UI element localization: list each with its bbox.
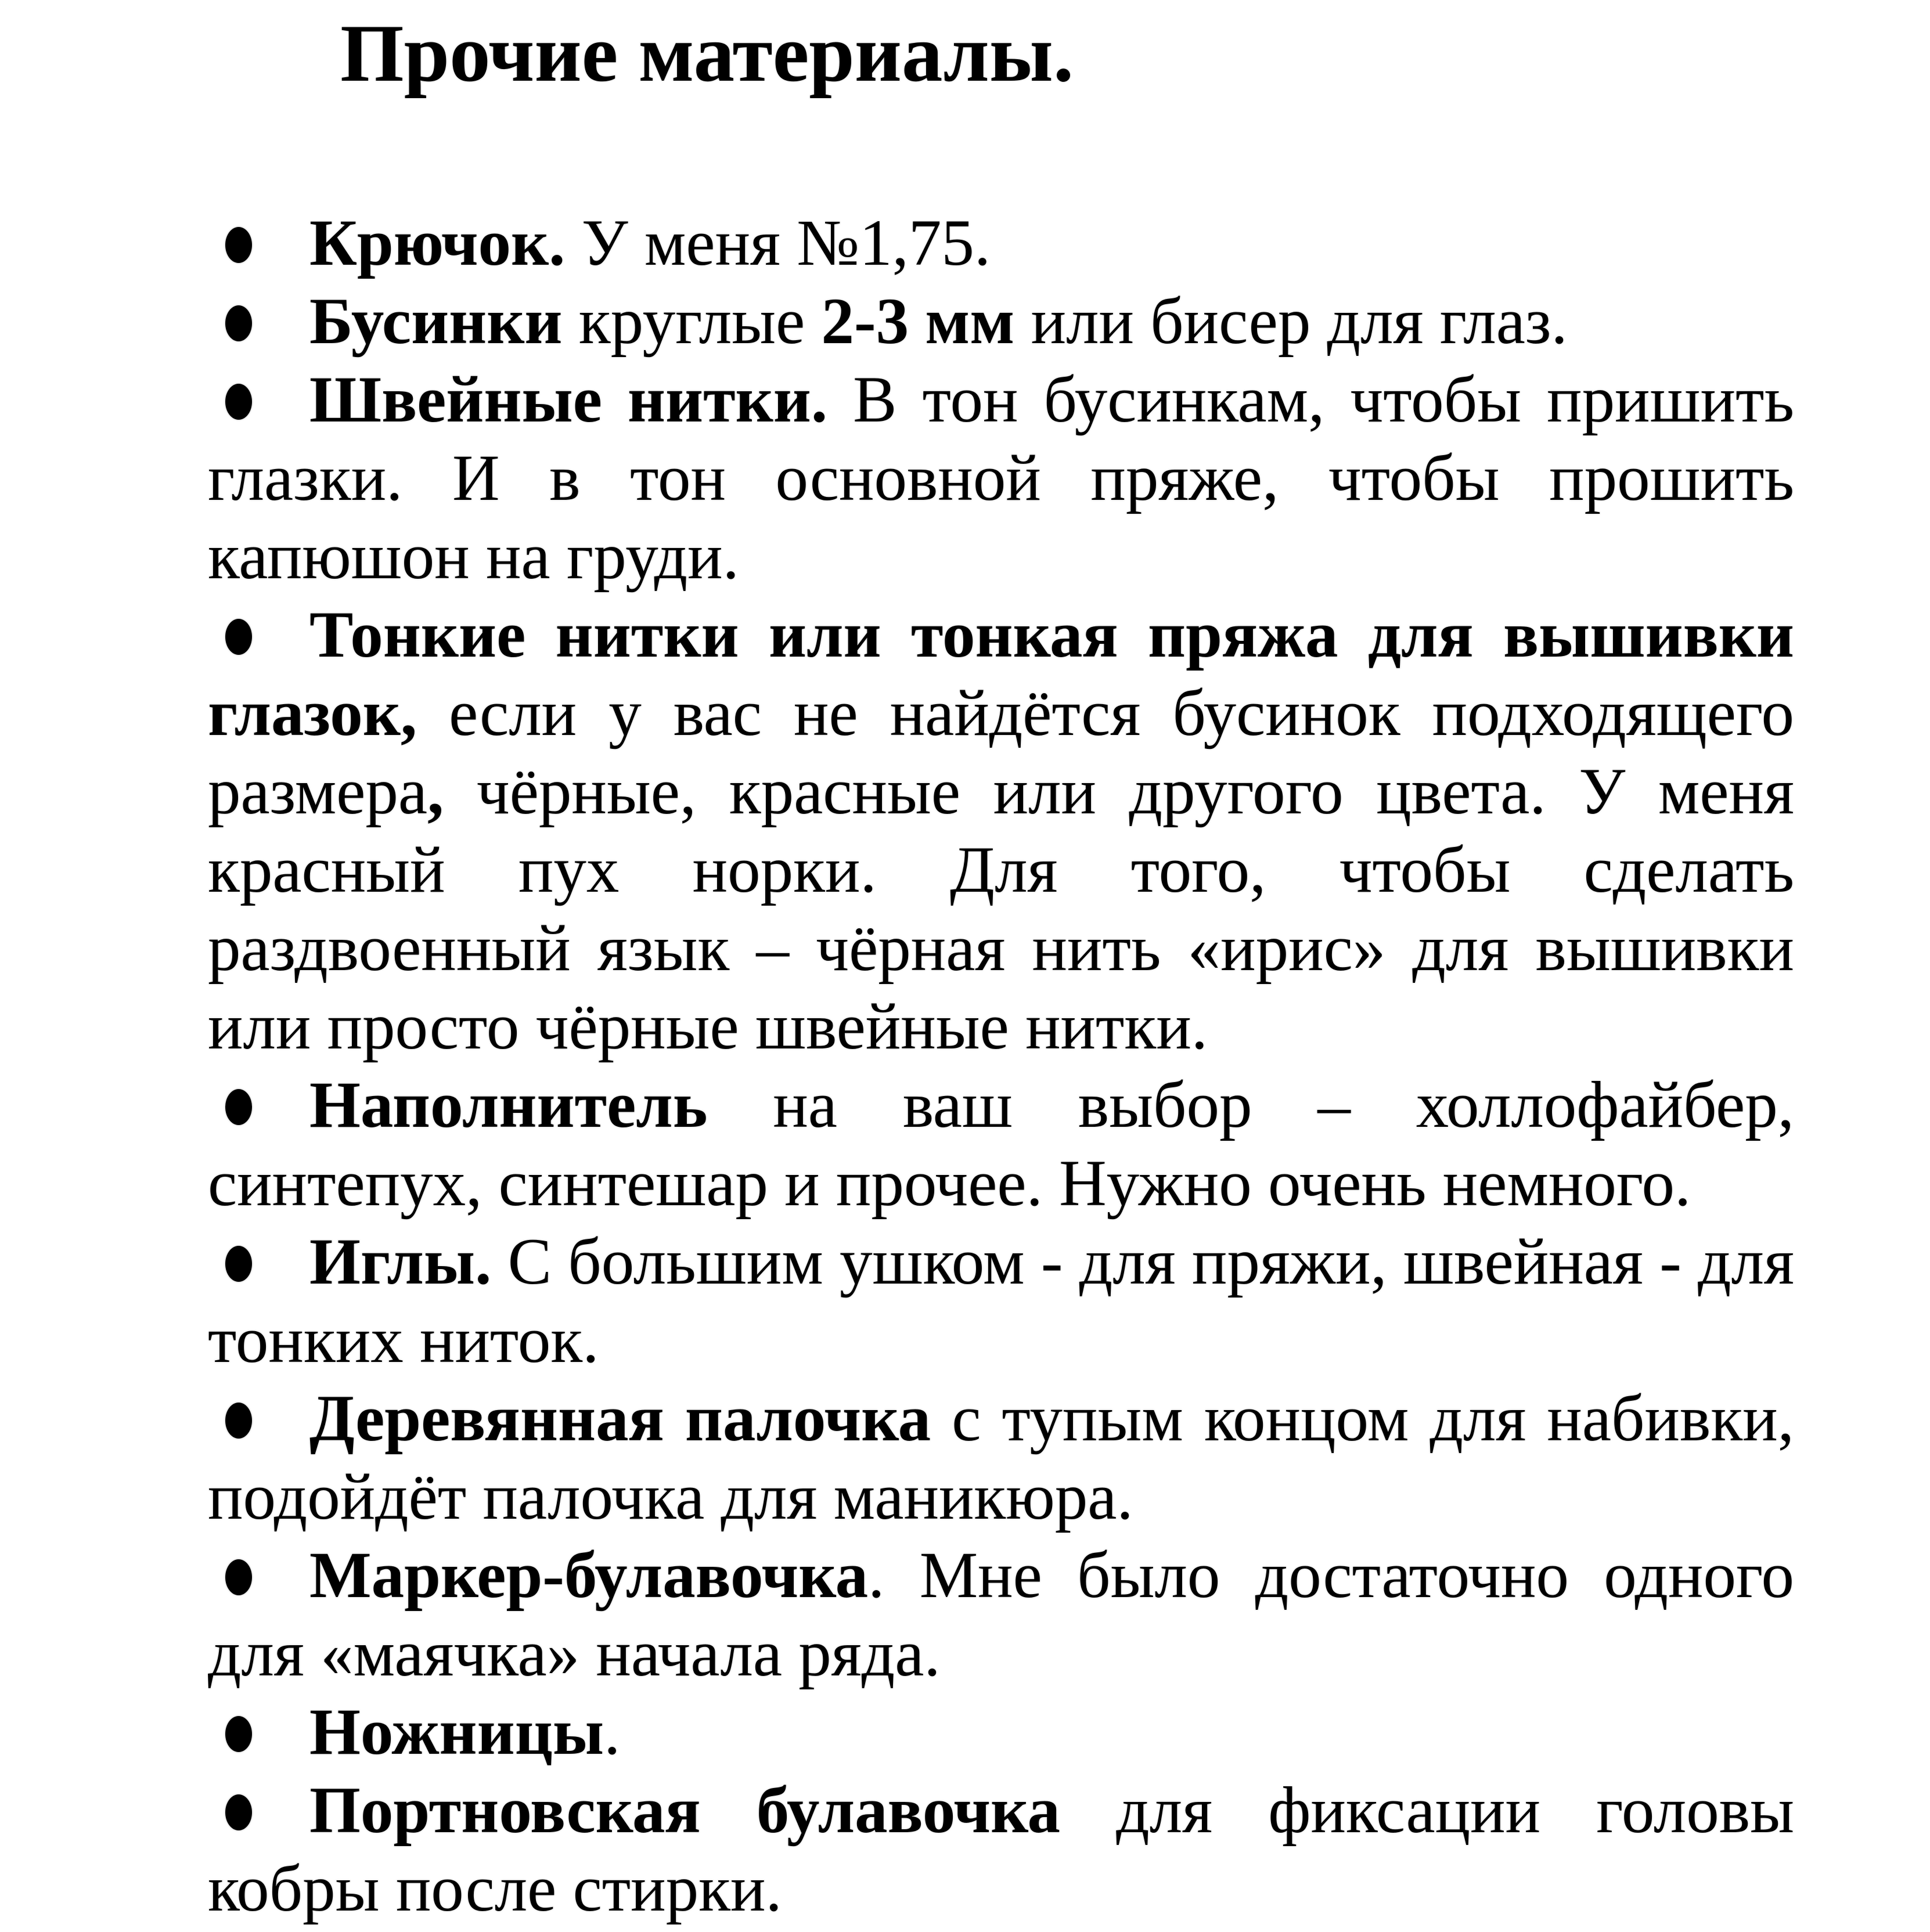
text-run: Тонкие нитки или тонкая пряжа для вышивки <box>309 599 1794 672</box>
text-run: Ножницы <box>309 1696 604 1769</box>
text-line <box>208 1614 1794 1693</box>
bullet-icon <box>225 1794 252 1830</box>
text-run: В тон бусинкам, чтобы пришить <box>827 363 1794 437</box>
text-line <box>208 909 1794 987</box>
list-item <box>208 1066 1794 1223</box>
list-item <box>208 1771 1794 1928</box>
text-run: Швейные нитки. <box>309 363 828 437</box>
bullet-icon <box>225 227 252 263</box>
list-item <box>208 204 1794 282</box>
text-run: кобры после стирки. <box>208 1852 782 1926</box>
text-run: Маркер-булавочка <box>309 1539 869 1612</box>
text-run: , <box>427 755 444 828</box>
list-item <box>208 1693 1794 1771</box>
text-run: Иглы. <box>309 1225 492 1299</box>
text-line <box>208 517 1794 596</box>
text-run: на ваш выбор – холлофайбер, <box>707 1069 1794 1142</box>
text-run: 2-3 мм <box>821 285 1015 358</box>
text-line <box>208 1301 1794 1379</box>
text-run: красный пух норки. Для того, чтобы сделать <box>208 834 1794 907</box>
list-item <box>208 1536 1794 1693</box>
bullet-icon <box>225 1246 252 1282</box>
text-line <box>208 1379 1794 1458</box>
text-run: круглые <box>562 285 822 358</box>
list-item <box>208 282 1794 361</box>
text-line <box>208 1066 1794 1144</box>
text-run: Деревянная палочка <box>309 1382 931 1455</box>
text-run: для «маячка» начала ряда. <box>208 1617 941 1690</box>
text-line <box>208 1458 1794 1536</box>
text-run: подойдёт палочка для маникюра. <box>208 1461 1133 1534</box>
text-run: капюшон на груди. <box>208 520 739 593</box>
text-run: если у вас не найдётся бусинок подходящего <box>417 677 1794 750</box>
materials-list <box>0 204 1930 1928</box>
text-run: или просто чёрные швейные нитки. <box>208 990 1208 1064</box>
text-line <box>208 987 1794 1066</box>
list-item <box>208 1379 1794 1536</box>
bullet-icon <box>225 384 252 420</box>
text-line <box>208 1536 1794 1614</box>
text-run: Портновская булавочка <box>309 1774 1061 1847</box>
text-line <box>208 1850 1794 1928</box>
text-run: С большим ушком - для пряжи, швейная - для <box>491 1225 1794 1299</box>
text-run: для фиксации головы <box>1060 1774 1794 1847</box>
bullet-icon <box>225 305 252 341</box>
text-run: или бисер для глаз. <box>1014 285 1568 358</box>
bullet-icon <box>225 619 252 655</box>
text-line <box>208 204 1794 282</box>
page-title: Прочие материалы. <box>340 8 1074 99</box>
text-line <box>208 439 1794 517</box>
text-run: Бусинки <box>309 285 563 358</box>
text-run: чёрные, красные или другого цвета. У меня <box>444 755 1794 828</box>
text-line <box>208 282 1794 361</box>
list-item <box>208 1223 1794 1379</box>
bullet-icon <box>225 1716 252 1752</box>
text-run: У меня №1,75. <box>565 207 991 280</box>
text-run: с тупым концом для набивки, <box>931 1382 1794 1455</box>
text-line <box>208 1144 1794 1223</box>
document-page <box>0 5 1930 1932</box>
text-run: тонких ниток. <box>208 1304 599 1377</box>
text-run: . <box>604 1696 621 1769</box>
text-line <box>208 596 1794 674</box>
text-run: Крючок. <box>309 207 566 280</box>
text-line <box>208 831 1794 909</box>
bullet-icon <box>225 1559 252 1595</box>
text-run: . Мне было достаточно одного <box>868 1539 1794 1612</box>
text-run: глазок, <box>208 677 417 750</box>
text-line <box>208 1223 1794 1301</box>
text-run: раздвоенный язык – чёрная нить «ирис» для вышивки <box>208 912 1794 985</box>
bullet-icon <box>225 1403 252 1439</box>
text-run: Наполнитель <box>309 1069 708 1142</box>
text-run: синтепух, синтешар и прочее. Нужно очень немного. <box>208 1147 1691 1220</box>
text-line <box>208 1771 1794 1850</box>
bullet-icon <box>225 1089 252 1125</box>
text-line <box>208 361 1794 439</box>
text-run: размера <box>208 755 428 828</box>
list-item <box>208 596 1794 1066</box>
text-line <box>208 1693 1794 1771</box>
text-run: глазки. И в тон основной пряже, чтобы прошить <box>208 442 1794 515</box>
list-item <box>208 361 1794 596</box>
text-line <box>208 752 1794 831</box>
text-line <box>208 674 1794 752</box>
